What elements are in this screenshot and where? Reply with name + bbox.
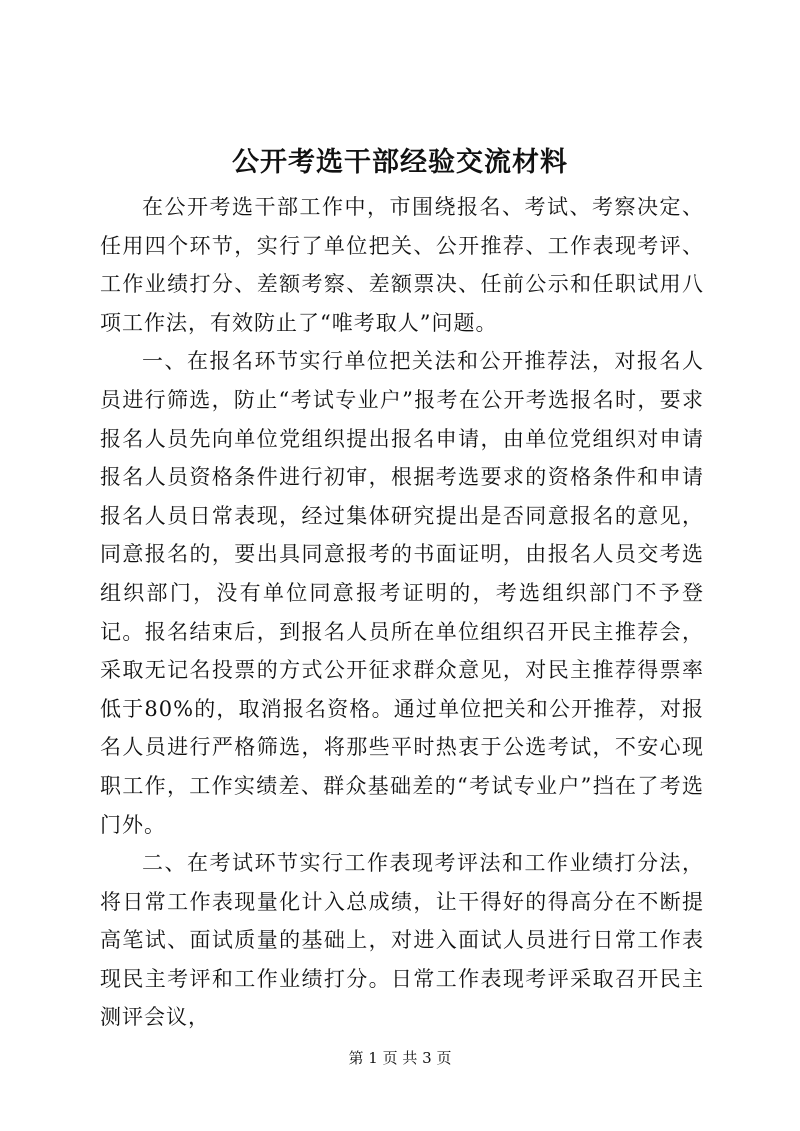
page-footer: 第 1 页 共 3 页 xyxy=(348,1049,452,1067)
document-body xyxy=(100,188,704,1037)
paragraph-registration: 一、在报名环节实行单位把关法和公开推荐法，对报名人员进行筛选，防止“考试专业户”报考在公开考选报名时，要求报名人员先向单位党组织提出报名申请，由单位党组织对申请报名人员资格条件进行初审，根据考选要求的资格条件和申请报名人员日常表现，经过集体研究提出是否同意报名的意见，同意报名的，要出具同意报考的书面证明，由报名人员交考选组织部门，没有单位同意报考证明的，考选组织部门不予登记。报名结束后，到报名人员所在单位组织召开民主推荐会，采取无记名投票的方式公开征求群众意见，对民主推荐得票率低于80%的，取消报名资格。通过单位把关和公开推荐，对报名人员进行严格筛选，将那些平时热衷于公选考试，不安心现职工作，工作实绩差、群众基础差的“考试专业户”挡在了考选门外。 xyxy=(100,349,704,837)
paragraph-intro: 在公开考选干部工作中，市围绕报名、考试、考察决定、任用四个环节，实行了单位把关、公开推荐、工作表现考评、工作业绩打分、差额考察、差额票决、任前公示和任职试用八项工作法，有效防止了“唯考取人”问题。 xyxy=(100,195,704,335)
paragraph-exam: 二、在考试环节实行工作表现考评法和工作业绩打分法，将日常工作表现量化计入总成绩，让干得好的得高分在不断提高笔试、面试质量的基础上，对进入面试人员进行日常工作表现民主考评和工作业绩打分。日常工作表现考评采取召开民主测评会议， xyxy=(100,851,704,1030)
document-title: 公开考选干部经验交流材料 xyxy=(232,147,568,178)
